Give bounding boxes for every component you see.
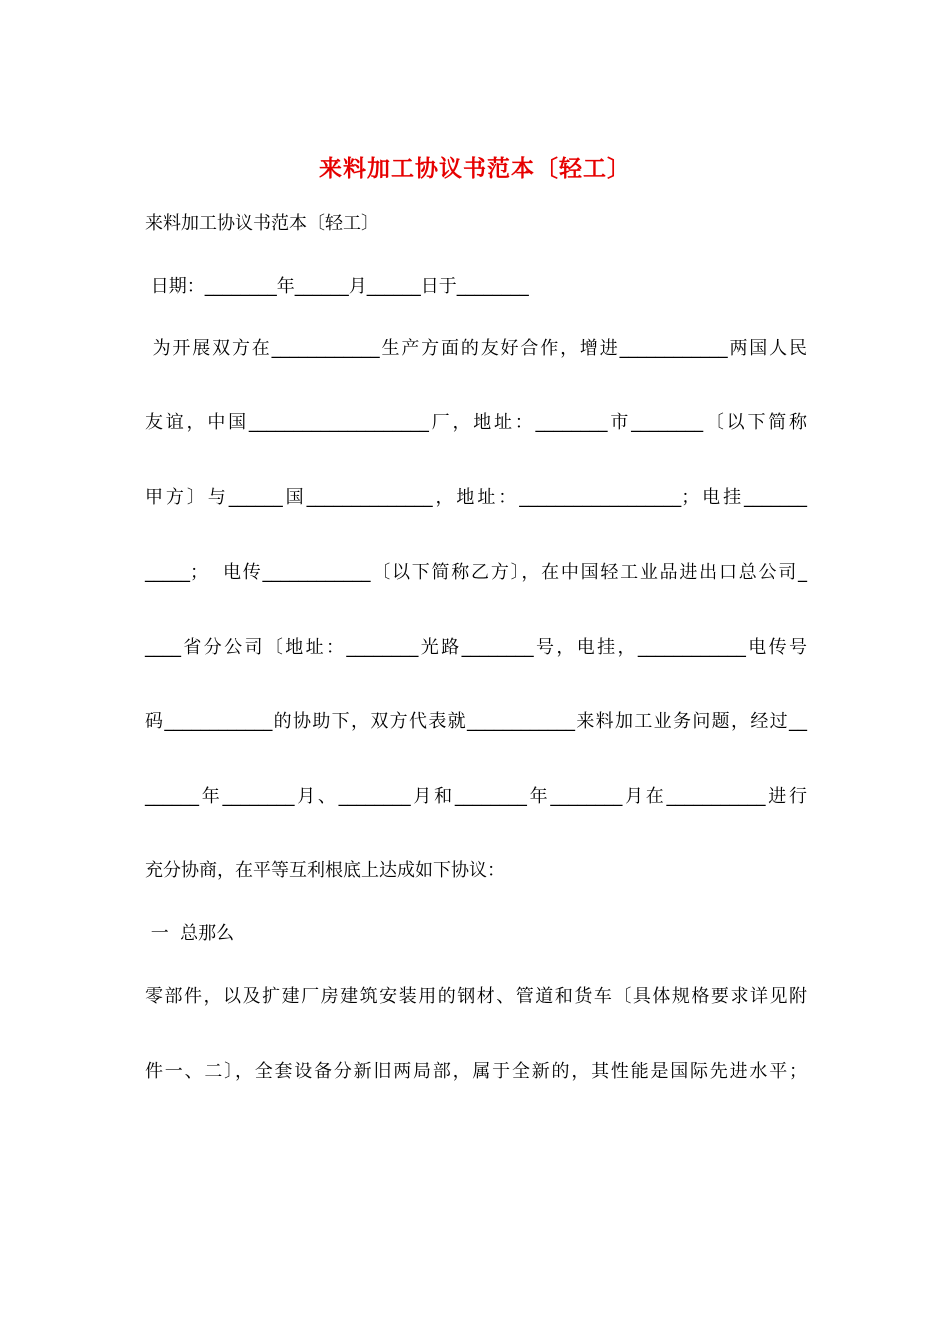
body-line-10: 件一、二〕，全套设备分新旧两局部，属于全新的，其性能是国际先进水平； [145,1061,807,1082]
body-line-6: 码____________的协助下，双方代表就____________来料加工业务问题，经过__ [145,711,807,732]
body-line-3: 甲方〕与______国______________，地址：__________________；电挂_______ [145,487,807,508]
body-line-4: _____； 电传____________〔以下简称乙方〕，在中国轻工业品进出口总公司_ [145,562,807,583]
body-line-8: 充分协商，在平等互利根底上达成如下协议： [145,860,505,881]
body-line-1: 为开展双方在____________生产方面的友好合作，增进____________两国人民 [145,338,807,359]
body-line-9: 零部件，以及扩建厂房建筑安装用的钢材、管道和货车〔具体规格要求详见附 [145,986,807,1007]
body-line-5: ____省分公司〔地址：________光路________号，电挂，____________电传号 [145,637,807,658]
date-line: 日期：________年______月______日于________ [145,276,529,297]
body-line-7: ______年________月、________月和________年________月在___________进行 [145,786,807,807]
document-title: 来料加工协议书范本〔轻工〕 [319,155,631,182]
section-heading: 一 总那么 [145,923,235,944]
body-line-2: 友谊，中国____________________厂，地址：________市________〔以下简称 [145,412,807,433]
subtitle-line: 来料加工协议书范本〔轻工〕 [145,213,379,234]
